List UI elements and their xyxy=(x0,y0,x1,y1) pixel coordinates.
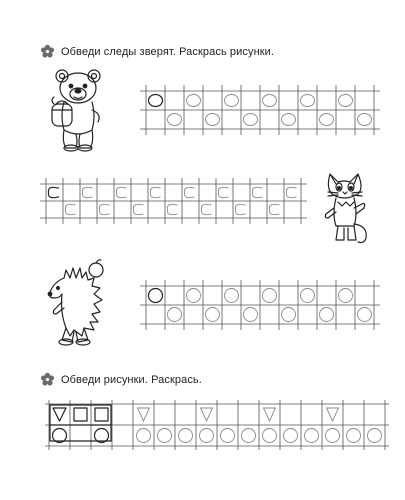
instruction-2-text: Обведи рисунки. Раскрась. xyxy=(61,373,202,386)
bus-icon xyxy=(50,405,111,443)
hedgehog-track xyxy=(206,308,220,322)
circle-shape xyxy=(242,429,256,443)
hedgehog-track xyxy=(358,308,372,322)
cat-tracks-grid xyxy=(40,178,312,230)
circle-shape xyxy=(158,429,172,443)
instruction-1 xyxy=(40,44,274,59)
hedgehog-track xyxy=(225,289,239,303)
cat-track xyxy=(150,187,160,197)
triangle-shape xyxy=(138,408,150,421)
hedgehog-track xyxy=(149,289,163,303)
bear-track xyxy=(168,114,182,126)
bear-track xyxy=(339,95,353,107)
circle-shape xyxy=(305,429,319,443)
hedgehog-track xyxy=(339,289,353,303)
bear-track xyxy=(149,95,163,107)
cat-track xyxy=(167,204,177,214)
grid-lines xyxy=(40,178,307,224)
hedgehog-track xyxy=(320,308,334,322)
cat-track xyxy=(82,187,92,197)
bear-track xyxy=(206,114,220,126)
hedgehog-tracks-grid xyxy=(140,280,380,330)
grid-lines xyxy=(140,280,380,330)
bear-track xyxy=(187,95,201,107)
cat-track xyxy=(65,204,75,214)
cat-track xyxy=(184,187,194,197)
hedgehog-track xyxy=(187,289,201,303)
hedgehog-track xyxy=(263,289,277,303)
circle-shape xyxy=(221,429,235,443)
cat-track xyxy=(99,204,109,214)
triangle-shape xyxy=(327,408,339,421)
triangle-shape xyxy=(201,408,213,421)
circle-shape xyxy=(284,429,298,443)
cat-track xyxy=(133,204,143,214)
hedgehog-track xyxy=(244,308,258,322)
bear-track xyxy=(282,114,296,126)
bear-track xyxy=(320,114,334,126)
circle-shape xyxy=(326,429,340,443)
cat-icon xyxy=(318,168,374,248)
bear-track xyxy=(244,114,258,126)
bear-track xyxy=(225,95,239,107)
circle-shape xyxy=(137,429,151,443)
hedgehog-track xyxy=(168,308,182,322)
flower-icon xyxy=(40,44,55,59)
bear-track xyxy=(358,114,372,126)
circle-shape xyxy=(179,429,193,443)
circle-shape xyxy=(368,429,382,443)
cat-track xyxy=(252,187,262,197)
shapes-grid xyxy=(45,400,390,470)
hedgehog-icon xyxy=(44,258,108,350)
bear-track xyxy=(301,95,315,107)
cat-track xyxy=(235,204,245,214)
flower-icon xyxy=(40,372,55,387)
bear-track xyxy=(263,95,277,107)
cat-track xyxy=(286,187,296,197)
instruction-1-text: Обведи следы зверят. Раскрась рисунки. xyxy=(61,45,275,58)
hedgehog-track xyxy=(282,308,296,322)
cat-track xyxy=(201,204,211,214)
bear-icon xyxy=(48,66,110,154)
cat-track xyxy=(269,204,279,214)
hedgehog-track xyxy=(301,289,315,303)
circle-shape xyxy=(263,429,277,443)
cat-track xyxy=(116,187,126,197)
grid-lines xyxy=(140,85,380,135)
triangle-shape xyxy=(264,408,276,421)
bear-tracks-grid xyxy=(140,85,380,135)
circle-shape xyxy=(347,429,361,443)
instruction-2 xyxy=(40,372,202,387)
cat-track xyxy=(48,187,58,197)
cat-track xyxy=(218,187,228,197)
circle-shape xyxy=(200,429,214,443)
